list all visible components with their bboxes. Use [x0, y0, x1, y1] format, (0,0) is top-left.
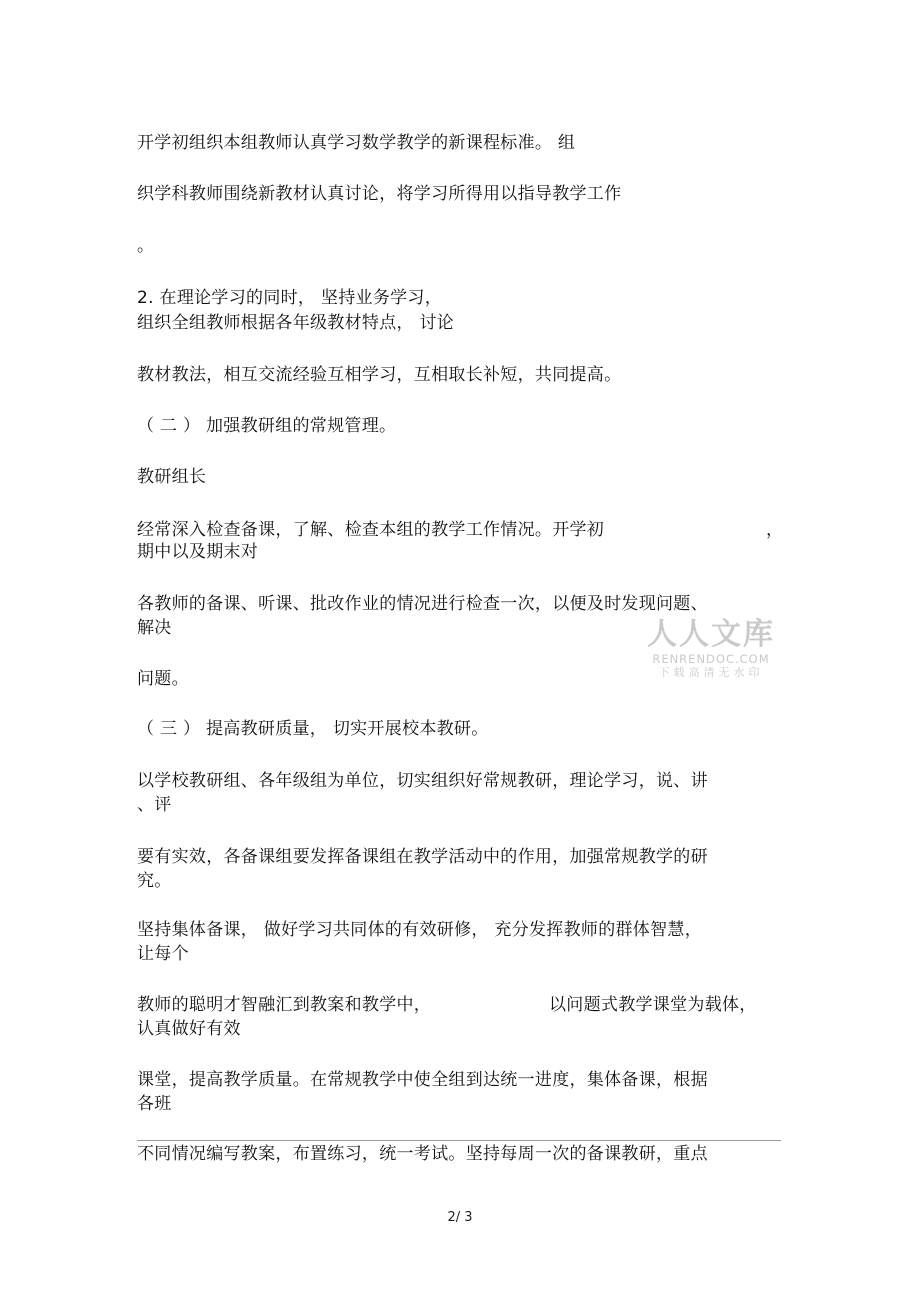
watermark-logo: [646, 618, 776, 680]
horizontal-rule: [137, 1140, 781, 1141]
section-heading: （ 三 ） 提高教研质量， 切实开展校本教研。: [137, 719, 489, 739]
text-line: 教师的聪明才智融汇到教案和教学中，: [137, 995, 432, 1015]
text-line: 教研组长: [137, 467, 207, 487]
text-line: 以问题式教学课堂为载体，: [549, 995, 757, 1015]
watermark-title: 人人文库: [647, 617, 775, 652]
section-heading: （ 二 ） 加强教研组的常规管理。: [137, 416, 397, 436]
text-line: 组织全组教师根据各年级教材特点， 讨论: [137, 313, 455, 333]
text-line: 问题。: [137, 669, 189, 689]
text-line: 开学初组织本组教师认真学习数学教学的新课程标准。 组: [137, 133, 576, 153]
text-line: 不同情况编写教案，布置练习，统一考试。坚持每周一次的备课教研，重点: [137, 1144, 708, 1164]
text-line: 教材教法，相互交流经验互相学习，互相取长补短，共同提高。: [137, 365, 622, 385]
watermark-slogan: 下载高清无水印: [658, 666, 764, 679]
text-line: 期中以及期末对: [137, 542, 259, 562]
text-line: 坚持集体备课， 做好学习共同体的有效研修， 充分发挥教师的群体智慧，: [137, 920, 703, 940]
text-line: 织学科教师围绕新教材认真讨论，将学习所得用以指导教学工作: [137, 184, 622, 204]
text-line: 认真做好有效: [137, 1019, 241, 1039]
text-line: 究。: [137, 871, 172, 891]
text-line: 各教师的备课、听课、批改作业的情况进行检查一次，以便及时发现问题、: [137, 594, 708, 614]
text-line: 让每个: [137, 944, 189, 964]
text-line: 经常深入检查备课，了解、检查本组的教学工作情况。开学初: [137, 520, 605, 540]
text-line: 、评: [137, 795, 172, 815]
watermark-site: RENRENDOC.COM: [652, 652, 770, 666]
text-line: 要有实效，各备课组要发挥备课组在教学活动中的作用，加强常规教学的研: [137, 847, 708, 867]
page-number: 2/ 3: [447, 1210, 473, 1225]
text-line: 各班: [137, 1094, 172, 1114]
text-line: 解决: [137, 618, 172, 638]
text-line: 2. 在理论学习的同时， 坚持业务学习，: [137, 288, 443, 308]
text-line: 课堂，提高教学质量。在常规教学中使全组到达统一进度，集体备课，根据: [137, 1070, 708, 1090]
text-line: ，: [766, 520, 784, 540]
text-line: 。: [137, 236, 155, 256]
text-line: 以学校教研组、各年级组为单位，切实组织好常规教研，理论学习，说、讲: [137, 771, 708, 791]
